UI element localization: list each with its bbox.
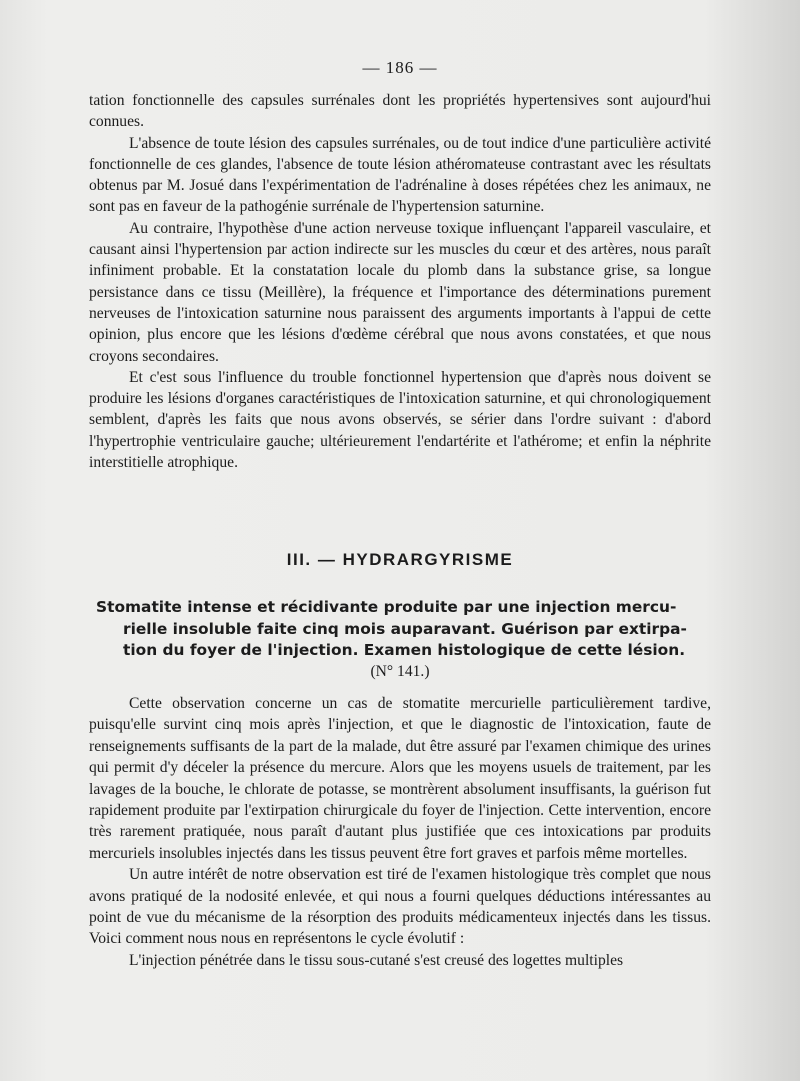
paragraph: Un autre intérêt de notre observation est tiré de l'examen histologique très complet que nous avons pratiqué de la nodosité enlevée, et qui nous a fourni quelques déductions intéressantes au point de vue du mécanisme de la résorption des produits médicamenteux injectés dans les tissus. Voici comment nous nous en représentons le cycle évolutif :	[89, 866, 711, 948]
page-number: — 186 —	[362, 58, 438, 77]
observation-title-line: rielle insoluble faite cinq mois auparavant. Guérison par extirpa-	[123, 619, 687, 638]
text-block-top	[89, 90, 711, 473]
observation-title-line: Stomatite intense et récidivante produite par une injection mercu-	[96, 598, 677, 616]
paragraph: Cette observation concerne un cas de stomatite mercurielle particulièrement tardive, puisqu'elle survint cinq mois après l'injection, et que le diagnostic de l'intoxication, faute de renseignements suffisants de la part de la malade, dut être assuré par l'examen chimique des urines qui permit d'y déceler la présence du mercure. Alors que les moyens usuels de traitement, par les lavages de la bouche, le chlorate de potasse, se montrèrent absolument insuffisants, la guérison fut rapidement produite par l'extirpation chirurgicale du foyer de l'injection. Cette intervention, encore très rarement pratiquée, nous paraît d'autant plus justifiée que ces intoxications par produits mercuriels insolubles injectés dans les tissus peuvent être fort graves et parfois même mortelles.	[89, 695, 711, 862]
observation-title	[96, 597, 710, 662]
observation-title-line: tion du foyer de l'injection. Examen histologique de cette lésion.	[123, 641, 686, 659]
text-block-bottom	[89, 693, 711, 971]
paragraph: tation fonctionnelle des capsules surrénales dont les propriétés hypertensives sont aujourd'hui connues.	[89, 92, 711, 131]
paragraph: L'injection pénétrée dans le tissu sous-cutané s'est creusé des logettes multiples	[129, 951, 624, 969]
paragraph: Et c'est sous l'influence du trouble fonctionnel hypertension que d'après nous doivent se produire les lésions d'organes caractéristiques de l'intoxication saturnine, et qui chronologiquement semblent, d'après les faits que nous avons observés, se sérier dans l'ordre suivant : d'abord l'hypertrophie ventriculaire gauche; ultérieurement l'endartérite et l'athérome; et enfin la néphrite interstitielle atrophique.	[89, 368, 711, 472]
paragraph: L'absence de toute lésion des capsules surrénales, ou de tout indice d'une particulière activité fonctionnelle de ces glandes, l'absence de toute lésion athéromateuse contrastant avec les résultats obtenus par M. Josué dans l'expérimentation de l'adrénaline à doses répétées chez les animaux, ne sont pas en faveur de la pathogénie surrénale de l'hypertension saturnine.	[89, 134, 711, 216]
observation-number: (N° 141.)	[370, 663, 430, 680]
paragraph: Au contraire, l'hypothèse d'une action nerveuse toxique influençant l'appareil vasculaire, et causant ainsi l'hypertension par action indirecte sur les muscles du cœur et des artères, nous paraît infiniment probable. Et la constatation locale du plomb dans la substance grise, sa longue persistance dans ce tissu (Meillère), la fréquence et l'importance des déterminations purement nerveuses de l'intoxication saturnine nous paraissent des arguments importants à l'appui de cette opinion, plus encore que les lésions d'œdème cérébral que nous avons constatées, et que nous croyons secondaires.	[89, 219, 711, 365]
section-title: III. — HYDRARGYRISME	[286, 550, 514, 569]
